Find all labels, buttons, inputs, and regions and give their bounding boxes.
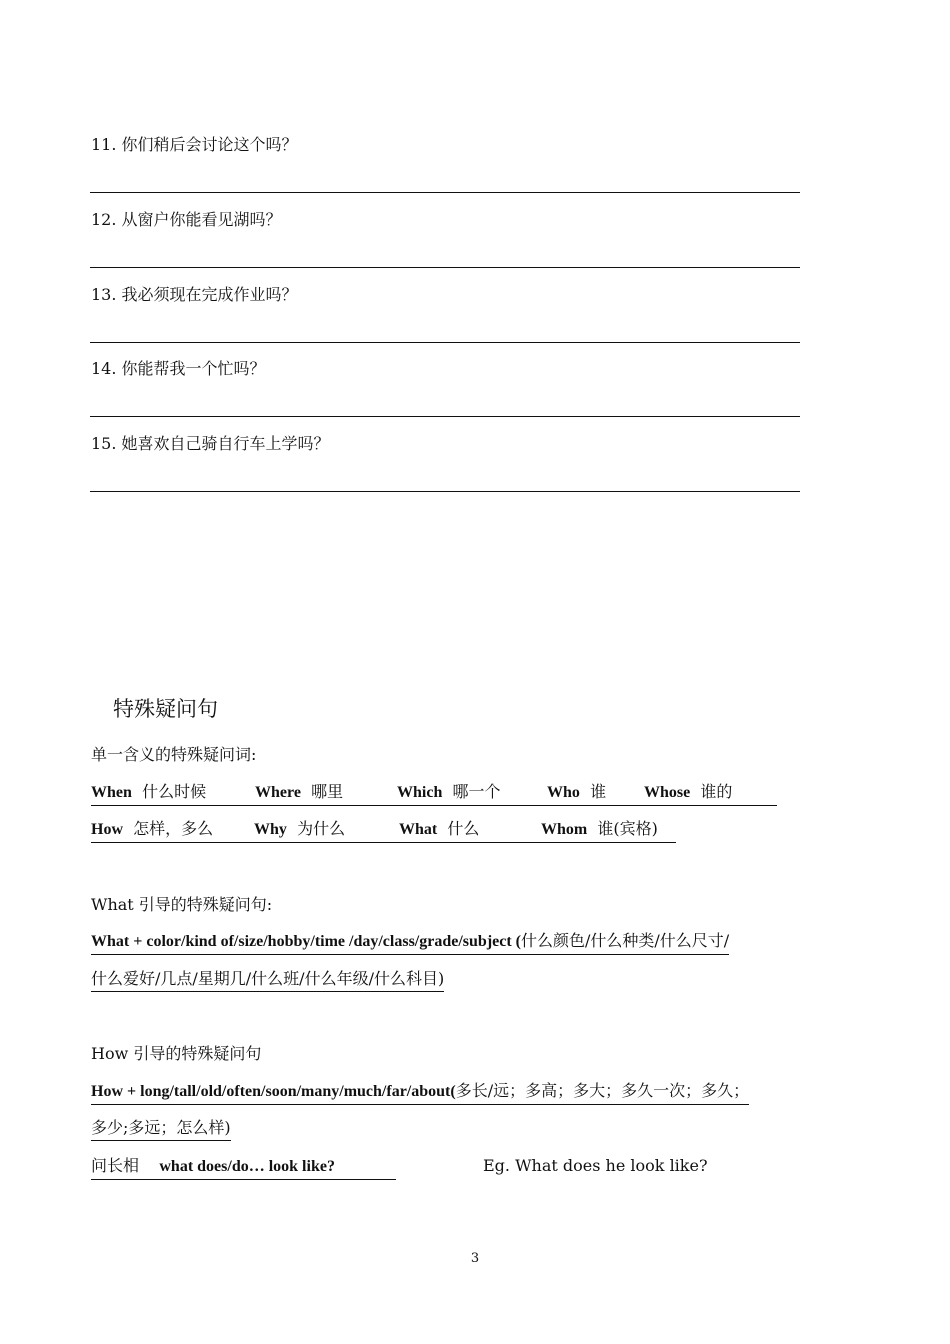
exercise-13 bbox=[91, 285, 298, 305]
exercise-12 bbox=[91, 210, 282, 230]
exercise-text: 你能帮我一个忙吗？ bbox=[121, 359, 266, 378]
answer-line-11[interactable] bbox=[90, 192, 800, 193]
how-intro: How 引导的特殊疑问句 bbox=[91, 1044, 262, 1063]
exercise-number: 14. bbox=[91, 359, 117, 378]
exercise-number: 15. bbox=[91, 434, 117, 453]
exercise-number: 12. bbox=[91, 210, 117, 229]
answer-line-14[interactable] bbox=[90, 416, 800, 417]
answer-line-15[interactable] bbox=[90, 491, 800, 492]
question-word-whom: Whom 谁(宾格) bbox=[541, 819, 658, 838]
section-title: 特殊疑问句 bbox=[113, 697, 218, 721]
exercise-text: 你们稍后会讨论这个吗？ bbox=[121, 135, 298, 154]
exercise-text: 我必须现在完成作业吗？ bbox=[121, 285, 298, 304]
question-word-where: Where 哪里 bbox=[255, 782, 344, 801]
answer-line-12[interactable] bbox=[90, 267, 800, 268]
question-words-row-1 bbox=[91, 781, 777, 806]
how-pattern-line-2: 多少;多远；怎么样) bbox=[91, 1117, 231, 1141]
what-pattern-line-1: What + color/kind of/size/hobby/time /day/class/grade/subject (什么颜色/什么种类/什么尺寸/ bbox=[91, 930, 729, 955]
question-word-what: What 什么 bbox=[399, 819, 480, 838]
exercise-number: 11. bbox=[91, 135, 117, 154]
question-word-why: Why 为什么 bbox=[254, 819, 346, 838]
question-word-which: Which 哪一个 bbox=[397, 782, 501, 801]
exercise-15 bbox=[91, 434, 330, 454]
exercise-11 bbox=[91, 135, 298, 155]
page-number: 3 bbox=[470, 1251, 480, 1266]
single-meaning-intro: 单一含义的特殊疑问词: bbox=[91, 745, 257, 764]
question-word-whose: Whose 谁的 bbox=[644, 782, 733, 801]
question-word-when: When 什么时候 bbox=[91, 782, 207, 801]
how-pattern-line-1: How + long/tall/old/often/soon/many/much/far/about(多长/远；多高；多大；多久一次；多久； bbox=[91, 1080, 749, 1105]
question-word-how: How 怎样，多么 bbox=[91, 819, 214, 838]
what-pattern-line-2: 什么爱好/几点/星期几/什么班/什么年级/什么科目) bbox=[91, 968, 444, 992]
appearance-example: Eg. What does he look like? bbox=[483, 1156, 708, 1175]
appearance-pattern: 问长相 what does/do… look like? bbox=[91, 1155, 396, 1180]
question-word-who: Who 谁 bbox=[547, 782, 607, 801]
exercise-number: 13. bbox=[91, 285, 117, 304]
what-intro: What 引导的特殊疑问句: bbox=[91, 895, 273, 914]
exercise-text: 从窗户你能看见湖吗？ bbox=[121, 210, 282, 229]
exercise-14 bbox=[91, 359, 266, 379]
answer-line-13[interactable] bbox=[90, 342, 800, 343]
exercise-text: 她喜欢自己骑自行车上学吗？ bbox=[121, 434, 330, 453]
question-words-row-2 bbox=[91, 818, 676, 843]
